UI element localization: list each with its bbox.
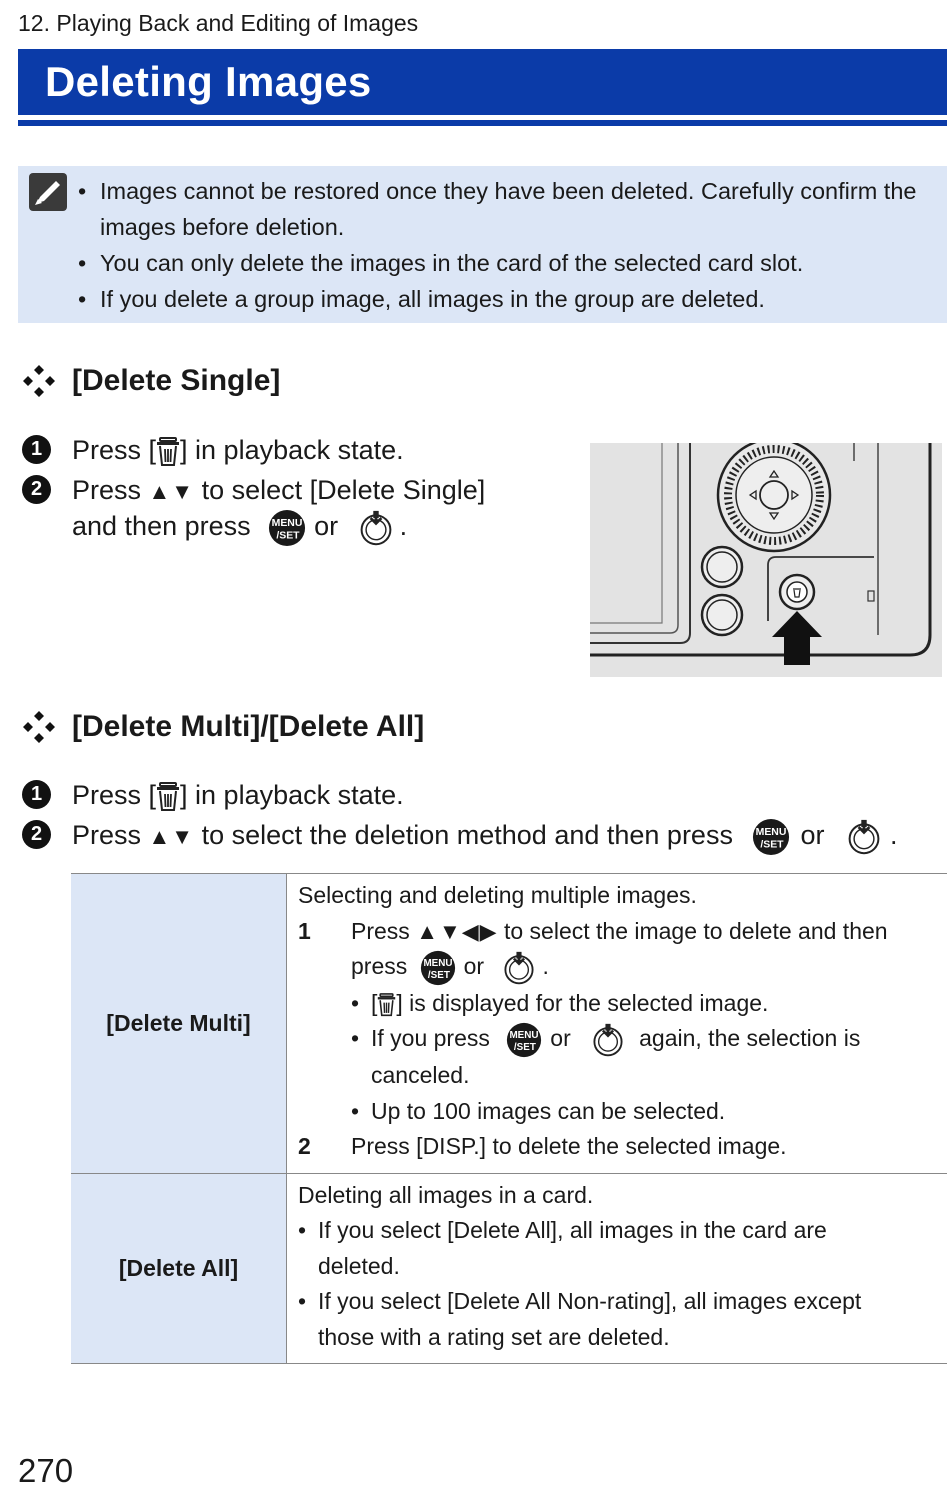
step-text-part: Press [	[72, 435, 157, 465]
sub-step-text: to select the image to delete and then	[497, 917, 888, 944]
table-label-cell: [Delete Multi]	[71, 874, 287, 1174]
sub-step-text: Press	[351, 917, 417, 944]
breadcrumb: 12. Playing Back and Editing of Images	[18, 10, 419, 36]
arrow-keys: ▲▼	[148, 824, 195, 849]
step-number: 2	[22, 820, 51, 849]
step-text	[72, 432, 404, 468]
sub-step-2	[298, 1129, 939, 1165]
table-label-cell: [Delete All]	[71, 1173, 287, 1364]
delete-methods-table	[71, 873, 947, 1364]
page-number: 270	[18, 1452, 74, 1489]
sub-step-text: Press [DISP.] to delete the selected image.	[351, 1133, 787, 1160]
step-text-part: ] in playback state.	[180, 435, 404, 465]
period: .	[399, 511, 408, 541]
joystick-press-icon	[846, 818, 882, 856]
diamond-icon	[22, 710, 56, 744]
bullet-item	[351, 986, 939, 1022]
bullet-item: • If you select [Delete All Non-rating], all images except those with a rating set are deleted.	[298, 1284, 939, 1355]
row-intro: Selecting and deleting multiple images.	[298, 882, 697, 908]
step-text	[72, 777, 404, 813]
or-text: or	[463, 953, 485, 979]
camera-back-drawing	[590, 443, 942, 677]
bullet-text: ] is displayed for the selected image.	[396, 989, 769, 1016]
arrow-keys: ▲▼	[148, 479, 195, 504]
step-text	[72, 472, 485, 510]
diamond-icon	[22, 364, 56, 398]
bullet-item	[351, 1021, 939, 1093]
title-rule	[18, 120, 947, 126]
sub-step-1	[298, 914, 939, 986]
table-body-cell	[287, 874, 948, 1174]
menu-set-icon	[420, 950, 456, 986]
note-box	[18, 166, 947, 323]
page-title: Deleting Images	[45, 58, 372, 105]
table-row	[71, 874, 947, 1174]
joystick-press-icon	[358, 509, 394, 547]
step-text-part: Press [	[72, 780, 157, 810]
table-row	[71, 1173, 947, 1364]
step-text-part: and then press	[72, 511, 251, 541]
pencil-note-icon	[29, 173, 67, 211]
bullet-text: canceled.	[371, 1062, 470, 1089]
bullet-text: again, the selection is	[639, 1025, 861, 1052]
note-item: • If you delete a group image, all images in the group are deleted.	[78, 281, 928, 317]
sub-step-line2	[351, 949, 939, 986]
note-item: • Images cannot be restored once they have been deleted. Carefully confirm the images before deletion.	[78, 173, 928, 245]
step-text	[72, 817, 898, 856]
step-text-line2	[72, 508, 407, 547]
or-text: or	[550, 1025, 571, 1052]
bullet-item: • Up to 100 images can be selected.	[351, 1094, 939, 1130]
title-bar	[18, 49, 947, 115]
note-list	[78, 173, 928, 317]
step-number: 2	[22, 475, 51, 504]
joystick-press-icon	[502, 950, 536, 986]
section-title: [Delete Single]	[72, 364, 281, 397]
step-text-part: Press	[72, 475, 149, 505]
trash-icon	[156, 437, 180, 467]
step-number: 1	[22, 780, 51, 809]
section-title: [Delete Multi]/[Delete All]	[72, 710, 425, 743]
step-number: 1	[22, 435, 51, 464]
menu-set-icon	[752, 818, 790, 856]
joystick-press-icon	[591, 1022, 625, 1058]
step-text-part: to select [Delete Single]	[194, 475, 486, 505]
menu-set-icon	[268, 509, 306, 547]
section-heading-delete-multi-all	[22, 710, 424, 744]
bullet-text: If you press	[371, 1025, 490, 1052]
menu-set-icon	[506, 1022, 542, 1058]
sub-step-number: 2	[298, 1133, 311, 1160]
period: .	[890, 820, 898, 850]
trash-icon	[377, 993, 396, 1017]
step-text-part: to select the deletion method and then press	[194, 820, 733, 850]
period: .	[542, 953, 549, 979]
camera-illustration	[590, 443, 942, 677]
table-body-cell	[287, 1173, 948, 1364]
section-heading-delete-single	[22, 364, 280, 398]
arrow-keys: ▲▼◀▶	[416, 918, 498, 944]
or-text: or	[800, 820, 825, 850]
note-item: • You can only delete the images in the card of the selected card slot.	[78, 245, 928, 281]
trash-icon	[156, 782, 180, 812]
step-text-part: ] in playback state.	[180, 780, 404, 810]
sub-step-text: press	[351, 953, 408, 979]
or-text: or	[314, 511, 339, 541]
bullet-item: • If you select [Delete All], all images in the card are deleted.	[298, 1213, 939, 1284]
step-text-part: Press	[72, 820, 149, 850]
bullet-text: [	[371, 989, 378, 1016]
sub-step-number: 1	[298, 917, 311, 944]
row-intro: Deleting all images in a card.	[298, 1181, 594, 1208]
